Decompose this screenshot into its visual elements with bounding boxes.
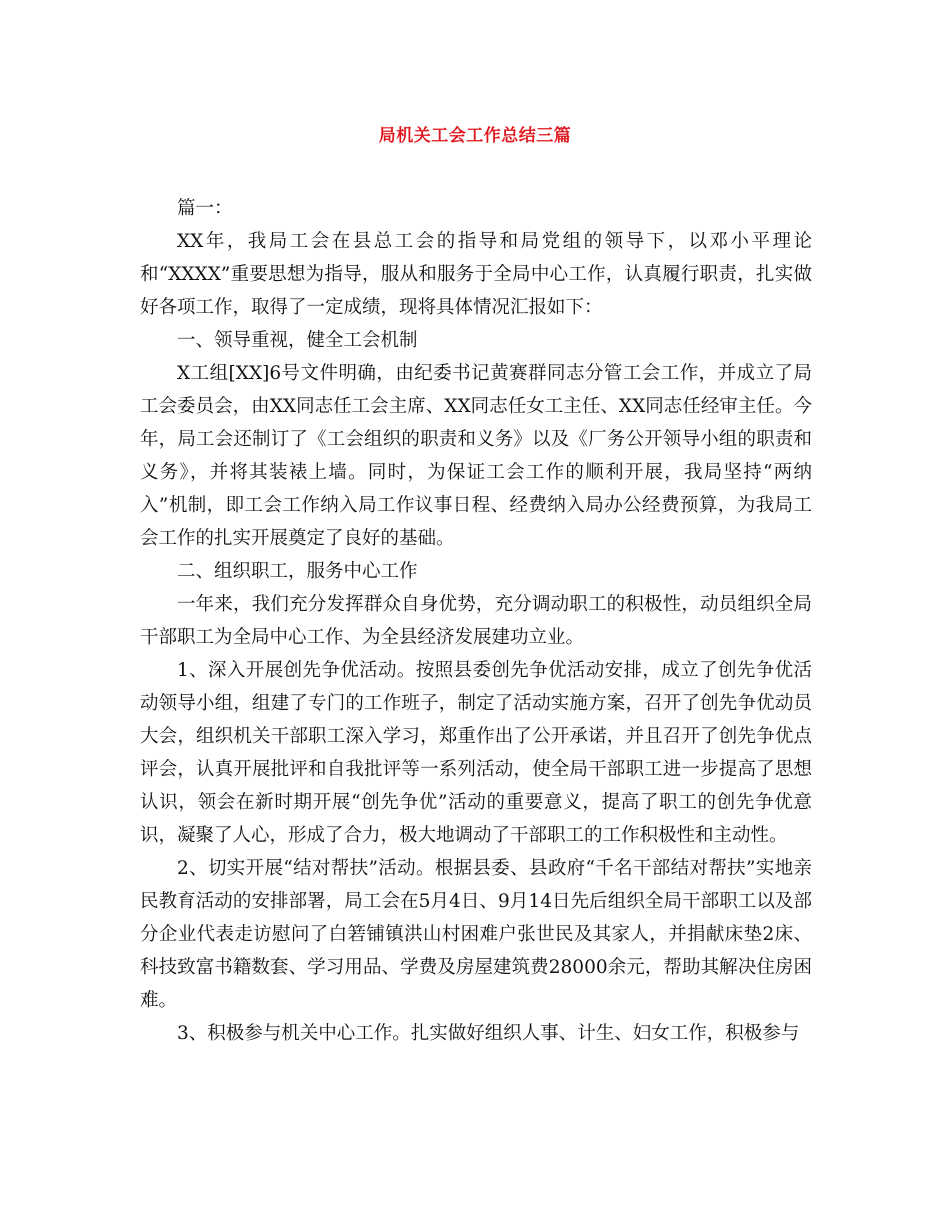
section-heading-2: 二、组织职工，服务中心工作 bbox=[177, 561, 418, 582]
paragraph-item-3: 3、积极参与机关中心工作。扎实做好组织人事、计生、妇女工作，积极参与 bbox=[177, 1023, 800, 1044]
paragraph-item-1: 1、深入开展创先争优活动。按照县委创先争优活动安排，成立了创先争优活动领导小组，组建了专门的工作班子，制定了活动实施方案，召开了创先争优动员大会，组织机关干部职工深入学习，郑重作出了公开承诺，并且召开了创先争优点评会，认真开展批评和自我批评等一系列活动，使全局干部职工进一步提高了思想认识，领会在新时期开展“创先争优”活动的重要意义，提高了职工的创先争优意识，凝聚了人心，形成了合力，极大地调动了干部职工的工作积极性和主动性。 bbox=[140, 660, 812, 846]
section-label: 篇一： bbox=[177, 198, 233, 219]
paragraph-item-2: 2、切实开展“结对帮扶”活动。根据县委、县政府“千名干部结对帮扶”实地亲民教育活动的安排部署，局工会在5月4日、9月14日先后组织全局干部职工以及部分企业代表走访慰问了白箬铺镇洪山村困难户张世民及其家人，并捐献床垫2床、科技致富书籍数套、学习用品、学费及房屋建筑费28000余元，帮助其解决住房困难。 bbox=[140, 858, 812, 1011]
document-title: 局机关工会工作总结三篇 bbox=[378, 126, 572, 146]
paragraph-organize: 一年来，我们充分发挥群众自身优势，充分调动职工的积极性，动员组织全局干部职工为全局中心工作、为全县经济发展建功立业。 bbox=[140, 594, 812, 648]
document-body bbox=[140, 192, 812, 1050]
paragraph-mechanism: X工组[XX]6号文件明确，由纪委书记黄赛群同志分管工会工作，并成立了局工会委员会，由XX同志任工会主席、XX同志任女工主任、XX同志任经审主任。今年，局工会还制订了《工会组织的职责和义务》以及《厂务公开领导小组的职责和义务》，并将其装裱上墙。同时，为保证工会工作的顺利开展，我局坚持“两纳入”机制，即工会工作纳入局工作议事日程、经费纳入局办公经费预算，为我局工会工作的扎实开展奠定了良好的基础。 bbox=[140, 363, 812, 549]
paragraph-intro: XX年，我局工会在县总工会的指导和局党组的领导下，以邓小平理论和“XXXX”重要思想为指导，服从和服务于全局中心工作，认真履行职责，扎实做好各项工作，取得了一定成绩，现将具体情况汇报如下： bbox=[140, 231, 812, 318]
section-heading-1: 一、领导重视，健全工会机制 bbox=[177, 330, 418, 351]
